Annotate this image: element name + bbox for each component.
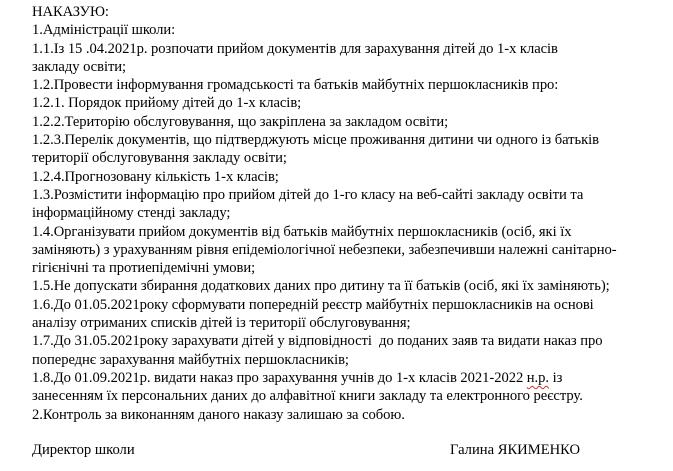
- text-line-17: аналізу отриманих списків дітей із території обслуговування;: [32, 315, 411, 332]
- text-line-8: території обслуговування закладу освіти;: [32, 150, 287, 167]
- text-line-20: [32, 369, 667, 387]
- text-line-18: 1.7.До 31.05.2021року зарахувати дітей у відповідності до поданих заяв та видати наказ про: [32, 333, 603, 350]
- order-body: [32, 3, 667, 424]
- text-line-4: 1.2.Провести інформування громадськості та батьків майбутніх першокласників про:: [32, 77, 559, 94]
- order-heading: НАКАЗУЮ:: [32, 4, 109, 20]
- text-line-20-end: із: [549, 369, 563, 386]
- text-line-13: заміняють) з урахуванням рівня епідеміологічної небезпеки, забезпечивши належні санітарно-: [32, 241, 617, 258]
- text-line-22: 2.Контроль за виконанням даного наказу залишаю за собою.: [32, 406, 405, 423]
- text-line-7: 1.2.3.Перелік документів, що підтверджують місце проживання дитини чи одного із батьків: [32, 132, 599, 149]
- signatory-name: Галина ЯКИМЕНКО: [450, 442, 581, 458]
- text-line-16: 1.6.До 01.05.2021року сформувати попередній реєстр майбутніх першокласників на основі: [32, 296, 594, 313]
- spellcheck-flagged-word[interactable]: н.р.: [526, 369, 550, 386]
- text-line-9: 1.2.4.Прогнозовану кількість 1-х класів;: [32, 168, 279, 185]
- text-line-20-start: 1.8.До 01.09.2021р. видати наказ про зарахування учнів до 1-х класів 2021-2022: [32, 369, 527, 386]
- text-line-1: 1.Адміністрації школи:: [32, 22, 176, 39]
- text-line-21: занесенням їх персональних даних до алфавітної книги закладу та електронного реєстру.: [32, 388, 583, 405]
- signatory-role: Директор школи: [32, 442, 135, 458]
- text-line-15: 1.5.Не допускати збирання додаткових даних про дитину та її батьків (осіб, які їх заміняють);: [32, 278, 610, 295]
- signature-block: [32, 440, 667, 460]
- text-line-3: закладу освіти;: [32, 58, 127, 75]
- text-line-6: 1.2.2.Територію обслуговування, що закріплена за закладом освіти;: [32, 113, 449, 130]
- text-line-2: 1.1.Із 15 .04.2021р. розпочати прийом документів для зарахування дітей до 1-х класів: [32, 40, 558, 57]
- text-line-19: попереднє зарахування майбутніх першокласників;: [32, 351, 349, 368]
- text-line-5: 1.2.1. Порядок прийому дітей до 1-х класів;: [32, 95, 302, 112]
- text-line-11: інформаційному стенді закладу;: [32, 205, 231, 222]
- text-line-12: 1.4.Організувати прийом документів від батьків майбутніх першокласників (осіб, які їх: [32, 223, 572, 240]
- text-line-10: 1.3.Розмістити інформацію про прийом дітей до 1-го класу на веб-сайті закладу освіти та: [32, 186, 584, 203]
- text-line-14: гігієнічні та протиепідемічні умови;: [32, 260, 256, 277]
